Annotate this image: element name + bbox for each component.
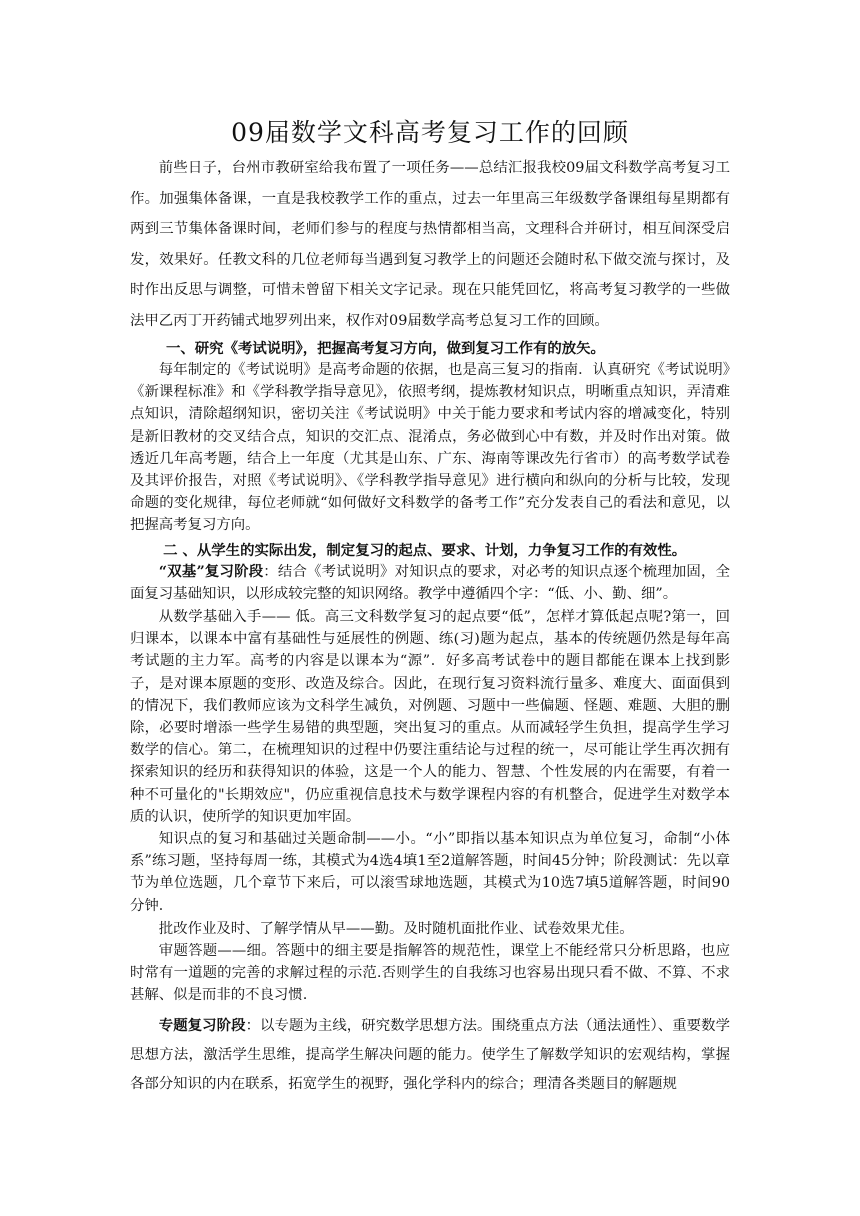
double-basics-lead: “双基”复习阶段 — [158, 563, 264, 580]
topic-review-paragraph — [130, 1012, 730, 1098]
section-heading-2: 二 、从学生的实际出发，制定复习的起点、要求、计划，力争复习工作的有效性。 — [163, 542, 687, 559]
low-start-paragraph: 从数学基础入手—— 低。高三文科数学复习的起点要“低”，怎样才算低起点呢?第一，回归课本，以课本中富有基础性与延展性的例题、练(习)题为起点，基本的传统题仍然是每年高考试题的主力军。高考的内容是以课本为“源”．好多高考试卷中的题目都能在课本上找到影子，是对课本原题的变形、改造及综合。因此，在现行复习资料流行量多、难度大、面面俱到的情况下，我们教师应该为文科学生减负，对例题、习题中一些偏题、怪题、难题、大胆的删除，必要时增添一些学生易错的典型题，突出复习的重点。从而减轻学生负担，提高学生学习数学的信心。第二，在梳理知识的过程中仍要注重结论与过程的统一，尽可能让学生再次拥有探索知识的经历和获得知识的体验，这是一个人的能力、智慧、个性发展的内在需要，有着一种不可量化的"长期效应"，仍应重视信息技术与数学课程内容的有机整合，促进学生对数学本质的认识，使所学的知识更加牢固。 — [130, 609, 730, 825]
section-heading-1: 一、研究《考试说明》，把握高考复习方向，做到复习工作有的放矢。 — [166, 340, 605, 357]
topic-review-lead: 专题复习阶段 — [158, 1017, 246, 1034]
topic-review-text: ：以专题为主线，研究数学思想方法。围绕重点方法（通法通性）、重要数学思想方法，激活学生思维，提高学生解决问题的能力。使学生了解数学知识的宏观结构，掌握各部分知识的内在联系，拓宽学生的视野，强化学科内的综合；理清各类题目的解题规 — [130, 1018, 730, 1092]
small-practice-paragraph: 知识点的复习和基础过关题命制——小。“小”即指以基本知识点为单位复习，命制“小体系”练习题，坚持每周一练，其模式为4选4填1至2道解答题，时间45分钟；阶段测试：先以章节为单位选题，几个章节下来后，可以滚雪球地选题，其模式为10选7填5道解答题，时间90分钟． — [130, 831, 730, 914]
double-basics-paragraph — [130, 561, 730, 605]
double-basics-text: ：结合《考试说明》对知识点的要求，对必考的知识点逐个梳理加固，全面复习基础知识，以形成较完整的知识网络。教学中遵循四个字：“低、小、勤、细”。 — [130, 564, 730, 603]
document-title: 09届数学文科高考复习工作的回顾 — [231, 118, 629, 147]
fine-detail-paragraph: 审题答题——细。答题中的细主要是指解答的规范性，课堂上不能经常只分析思路，也应时常有一道题的完善的求解过程的示范.否则学生的自我练习也容易出现只看不做、不算、不求甚解、似是而非的不良习惯. — [130, 943, 730, 1004]
intro-paragraph: 前些日子，台州市教研室给我布置了一项任务——总结汇报我校09届文科数学高考复习工作。加强集体备课，一直是我校教学工作的重点，过去一年里高三年级数学备课组每星期都有两到三节集体备课时间，老师们参与的程度与热情都相当高，文理科合并研讨，相互间深受启发，效果好。任教文科的几位老师每当遇到复习教学上的问题还会随时私下做交流与探讨，及时作出反思与调整，可惜未曾留下相关文字记录。现在只能凭回忆，将高考复习教学的一些做法甲乙丙丁开药铺式地罗列出来，权作对09届数学高考总复习工作的回顾。 — [130, 160, 730, 329]
section-1-paragraph: 每年制定的《考试说明》是高考命题的依据，也是高三复习的指南．认真研究《考试说明》《新课程标准》和《学科教学指导意见》，依照考纲，提炼教材知识点，明晰重点知识，弄清难点知识，清除超纲知识，密切关注《考试说明》中关于能力要求和考试内容的增减变化，特别是新旧教材的交叉结合点，知识的交汇点、混淆点，务必做到心中有数，并及时作出对策。做透近几年高考题，结合上一年度（尤其是山东、广东、海南等课改先行省市）的高考数学试卷及其评价报告，对照《考试说明》、《学科教学指导意见》进行横向和纵向的分析与比较，发现命题的变化规律，每位老师就“如何做好文科数学的备考工作”充分发表自己的看法和意见，以把握高考复习方向。 — [130, 362, 730, 534]
diligent-paragraph: 批改作业及时、了解学情从早——勤。及时随机面批作业、试卷效果尤佳。 — [158, 921, 634, 937]
